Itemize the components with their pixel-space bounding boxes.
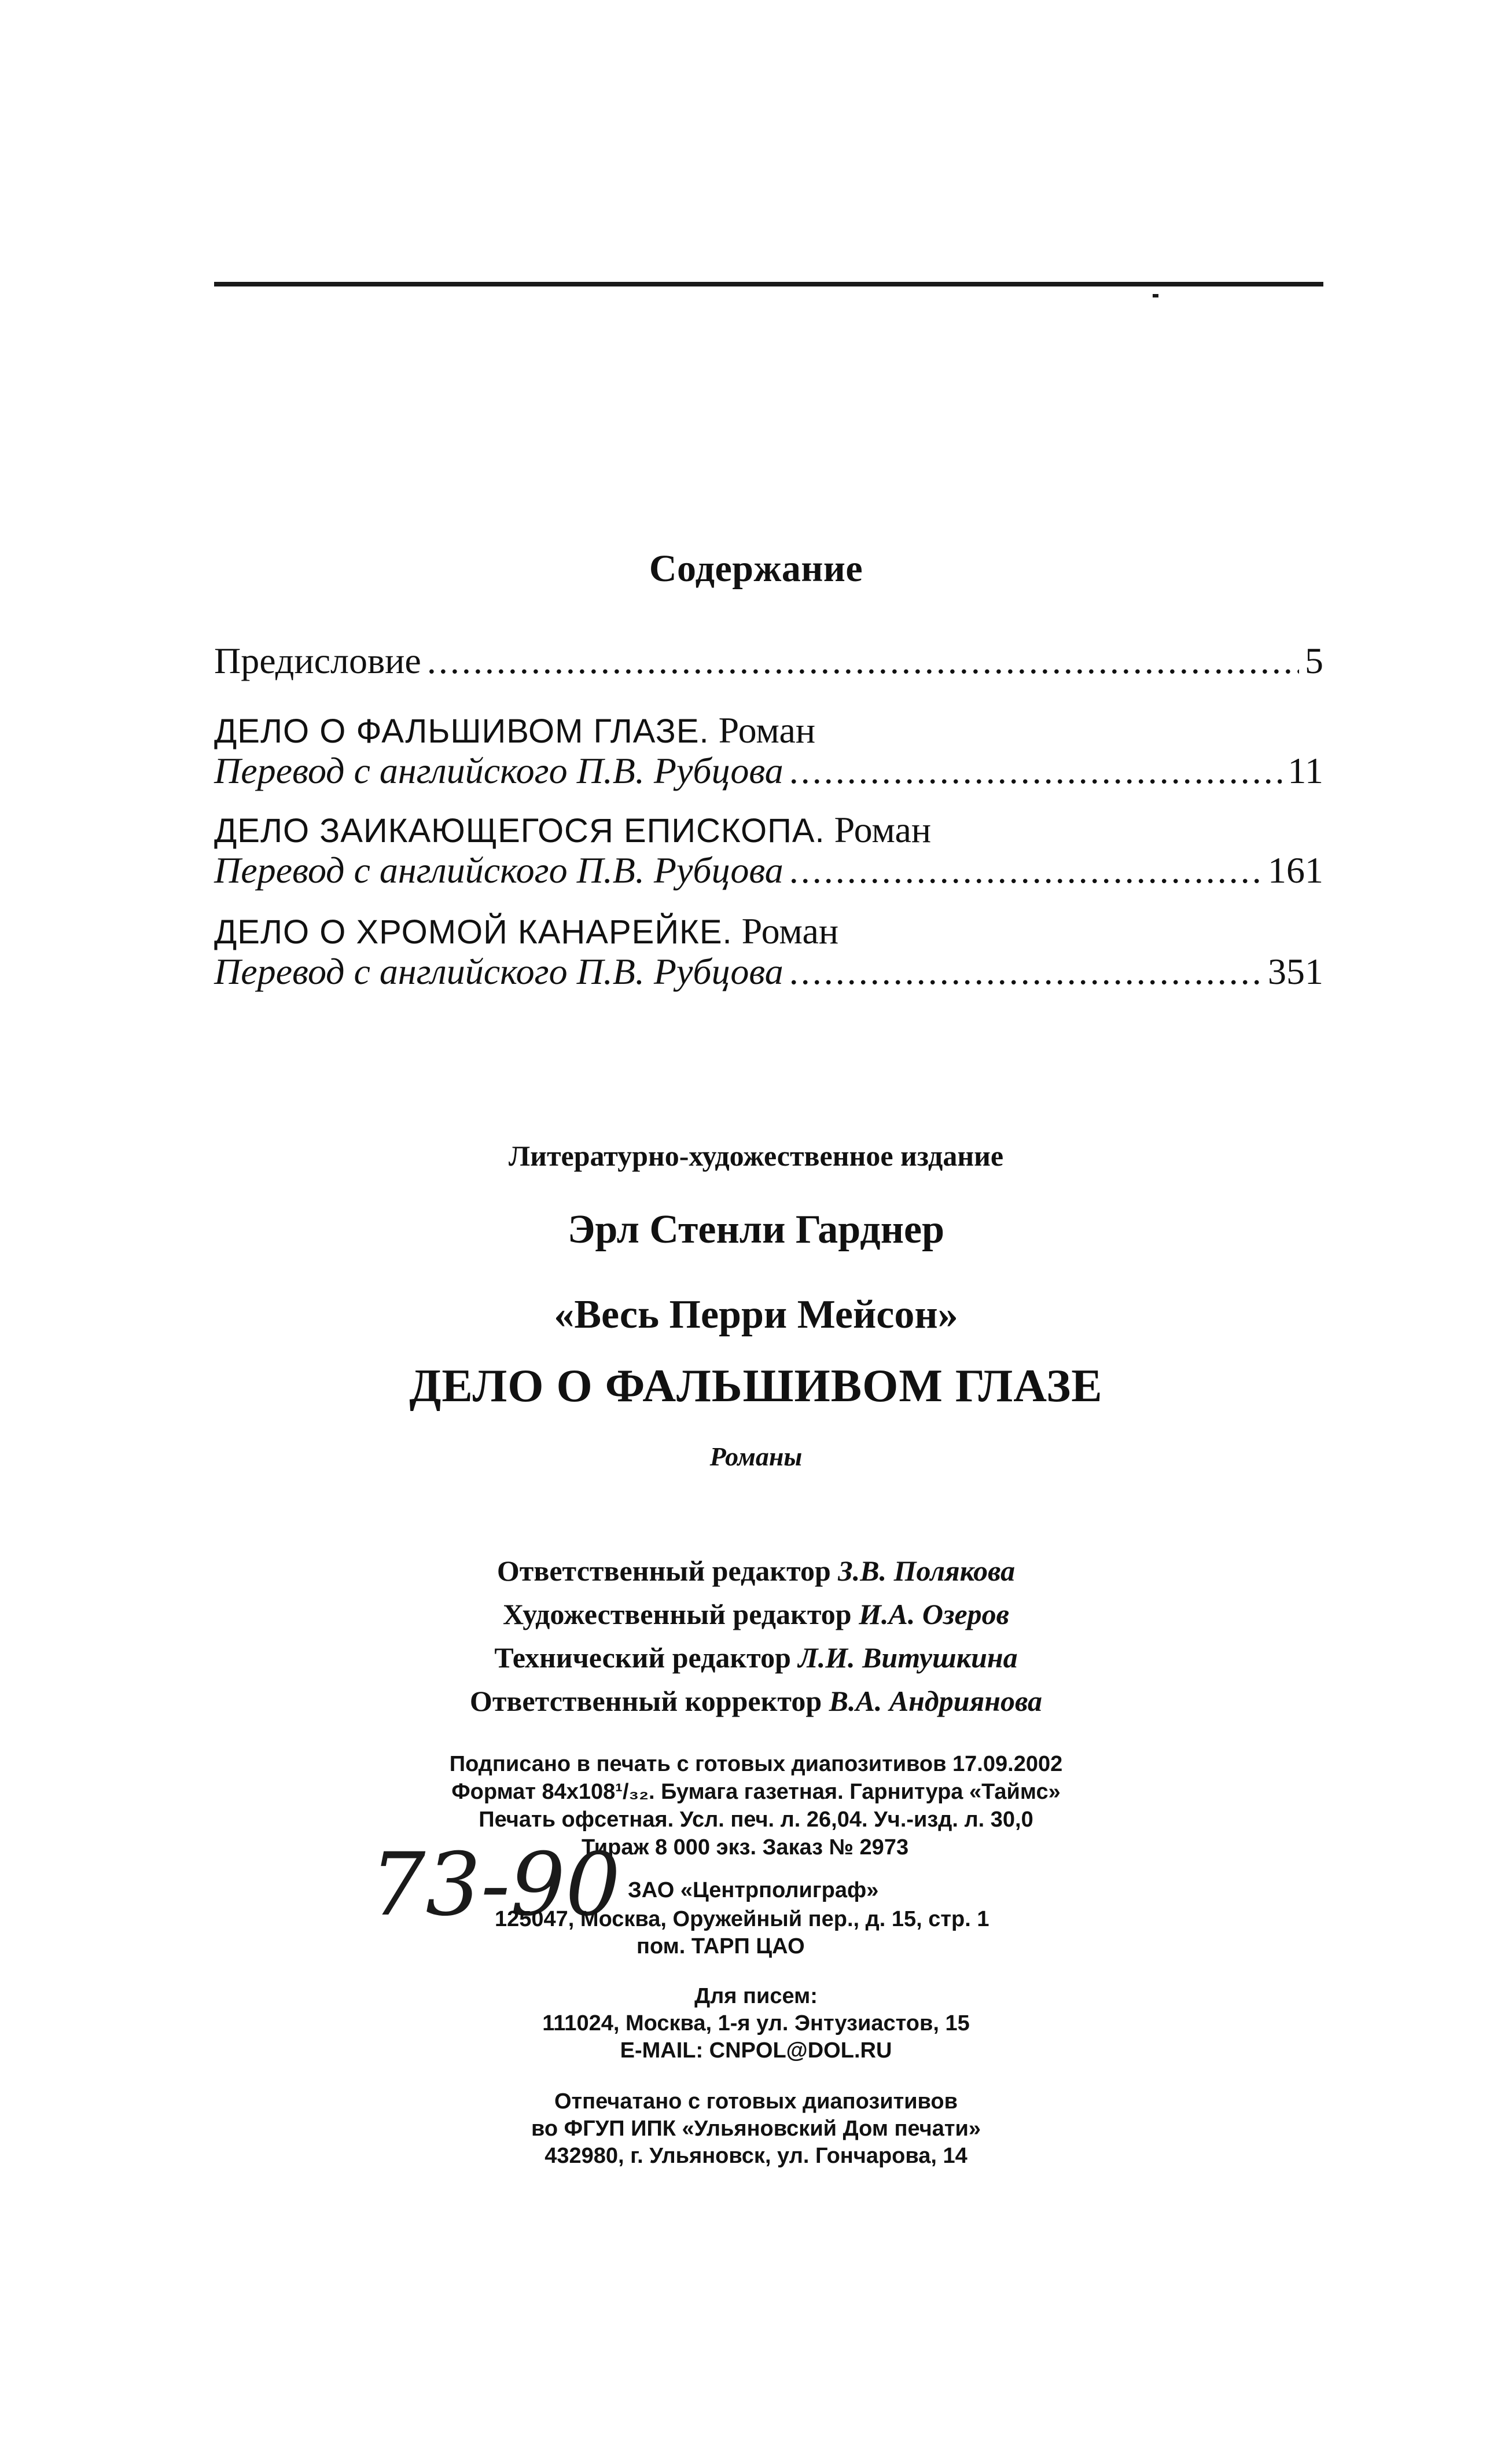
toc-page-number: 5: [1305, 640, 1323, 681]
imprint-address: пом. ТАРП ЦАО: [637, 1934, 805, 1959]
toc-title: Содержание: [649, 548, 863, 590]
toc-preface-line: [214, 640, 1323, 692]
credit-line: [0, 1554, 1512, 1588]
toc-preface-label: Предисловие: [214, 640, 421, 681]
credit-line: [0, 1641, 1512, 1674]
email: E-MAIL: CNPOL@DOL.RU: [620, 2038, 892, 2063]
toc-entry-heading: [214, 809, 1323, 851]
toc-entry-line: [214, 749, 1323, 802]
imprint-publisher: ЗАО «Центрполиграф»: [628, 1878, 879, 1902]
credit-role: Ответственный редактор: [496, 1555, 831, 1587]
imprint-run: Тираж 8 000 экз. Заказ № 2973: [582, 1835, 909, 1860]
dot-leader: [427, 640, 1299, 682]
credit-role: Технический редактор: [494, 1641, 791, 1674]
toc-entry-line: [214, 849, 1323, 901]
credit-line: [0, 1597, 1512, 1631]
dot-leader: [789, 950, 1262, 993]
credit-name: З.В. Полякова: [838, 1555, 1016, 1587]
credit-name: И.А. Озеров: [859, 1598, 1009, 1630]
toc-entry-heading: [214, 910, 1323, 953]
imprint-signed: Подписано в печать с готовых диапозитивов 17.09.2002: [449, 1752, 1063, 1776]
credit-name: Л.И. Витушкина: [798, 1641, 1018, 1674]
toc-entry-title: ДЕЛО О ХРОМОЙ КАНАРЕЙКЕ.: [214, 913, 733, 951]
letters-address: 111024, Москва, 1-я ул. Энтузиастов, 15: [542, 2011, 970, 2036]
printed-by: Отпечатано с готовых диапозитивов: [554, 2089, 958, 2114]
credit-role: Художественный редактор: [503, 1598, 852, 1630]
credit-line: [0, 1684, 1512, 1718]
toc-entry-heading: [214, 709, 1323, 752]
imprint-address: 125047, Москва, Оружейный пер., д. 15, стр. 1: [495, 1907, 989, 1931]
toc-entry-kind: Роман: [834, 809, 932, 850]
credit-role: Ответственный корректор: [469, 1685, 822, 1717]
genre: Романы: [709, 1442, 803, 1471]
top-rule: [214, 282, 1323, 286]
toc-entry-translation: Перевод с английского П.В. Рубцова: [214, 850, 783, 891]
series-title: «Весь Перри Мейсон»: [554, 1292, 958, 1337]
handwritten-note: 73-90: [370, 1835, 621, 1935]
toc-entry-translation: Перевод с английского П.В. Рубцова: [214, 750, 783, 791]
toc-entry-kind: Роман: [718, 710, 816, 751]
toc-entry-title: ДЕЛО ЗАИКАЮЩЕГОСЯ ЕПИСКОПА.: [214, 812, 825, 850]
printed-by: 432980, г. Ульяновск, ул. Гончарова, 14: [545, 2144, 967, 2168]
toc-page-number: 11: [1287, 750, 1323, 791]
toc-entry-title: ДЕЛО О ФАЛЬШИВОМ ГЛАЗЕ.: [214, 712, 709, 750]
book-title: ДЕЛО О ФАЛЬШИВОМ ГЛАЗЕ: [409, 1361, 1103, 1412]
letters-label: Для писем:: [694, 1984, 818, 2008]
credit-name: В.А. Андриянова: [829, 1685, 1043, 1717]
edition-type: Литературно-художественное издание: [508, 1140, 1004, 1172]
toc-page-number: 351: [1268, 951, 1323, 992]
printed-by: во ФГУП ИПК «Ульяновский Дом печати»: [531, 2117, 981, 2141]
author-name: Эрл Стенли Гарднер: [567, 1207, 945, 1252]
dot-leader: [789, 749, 1282, 792]
toc-entry-translation: Перевод с английского П.В. Рубцова: [214, 951, 783, 992]
dot-leader: [789, 849, 1262, 892]
toc-page-number: 161: [1268, 850, 1323, 891]
imprint-print: Печать офсетная. Усл. печ. л. 26,04. Уч.-изд. л. 30,0: [479, 1807, 1033, 1832]
imprint-format: Формат 84x108¹/₃₂. Бумага газетная. Гарнитура «Таймс»: [451, 1780, 1061, 1804]
print-speck: [1153, 294, 1158, 297]
toc-entry-kind: Роман: [741, 910, 839, 951]
toc-entry-line: [214, 950, 1323, 1002]
